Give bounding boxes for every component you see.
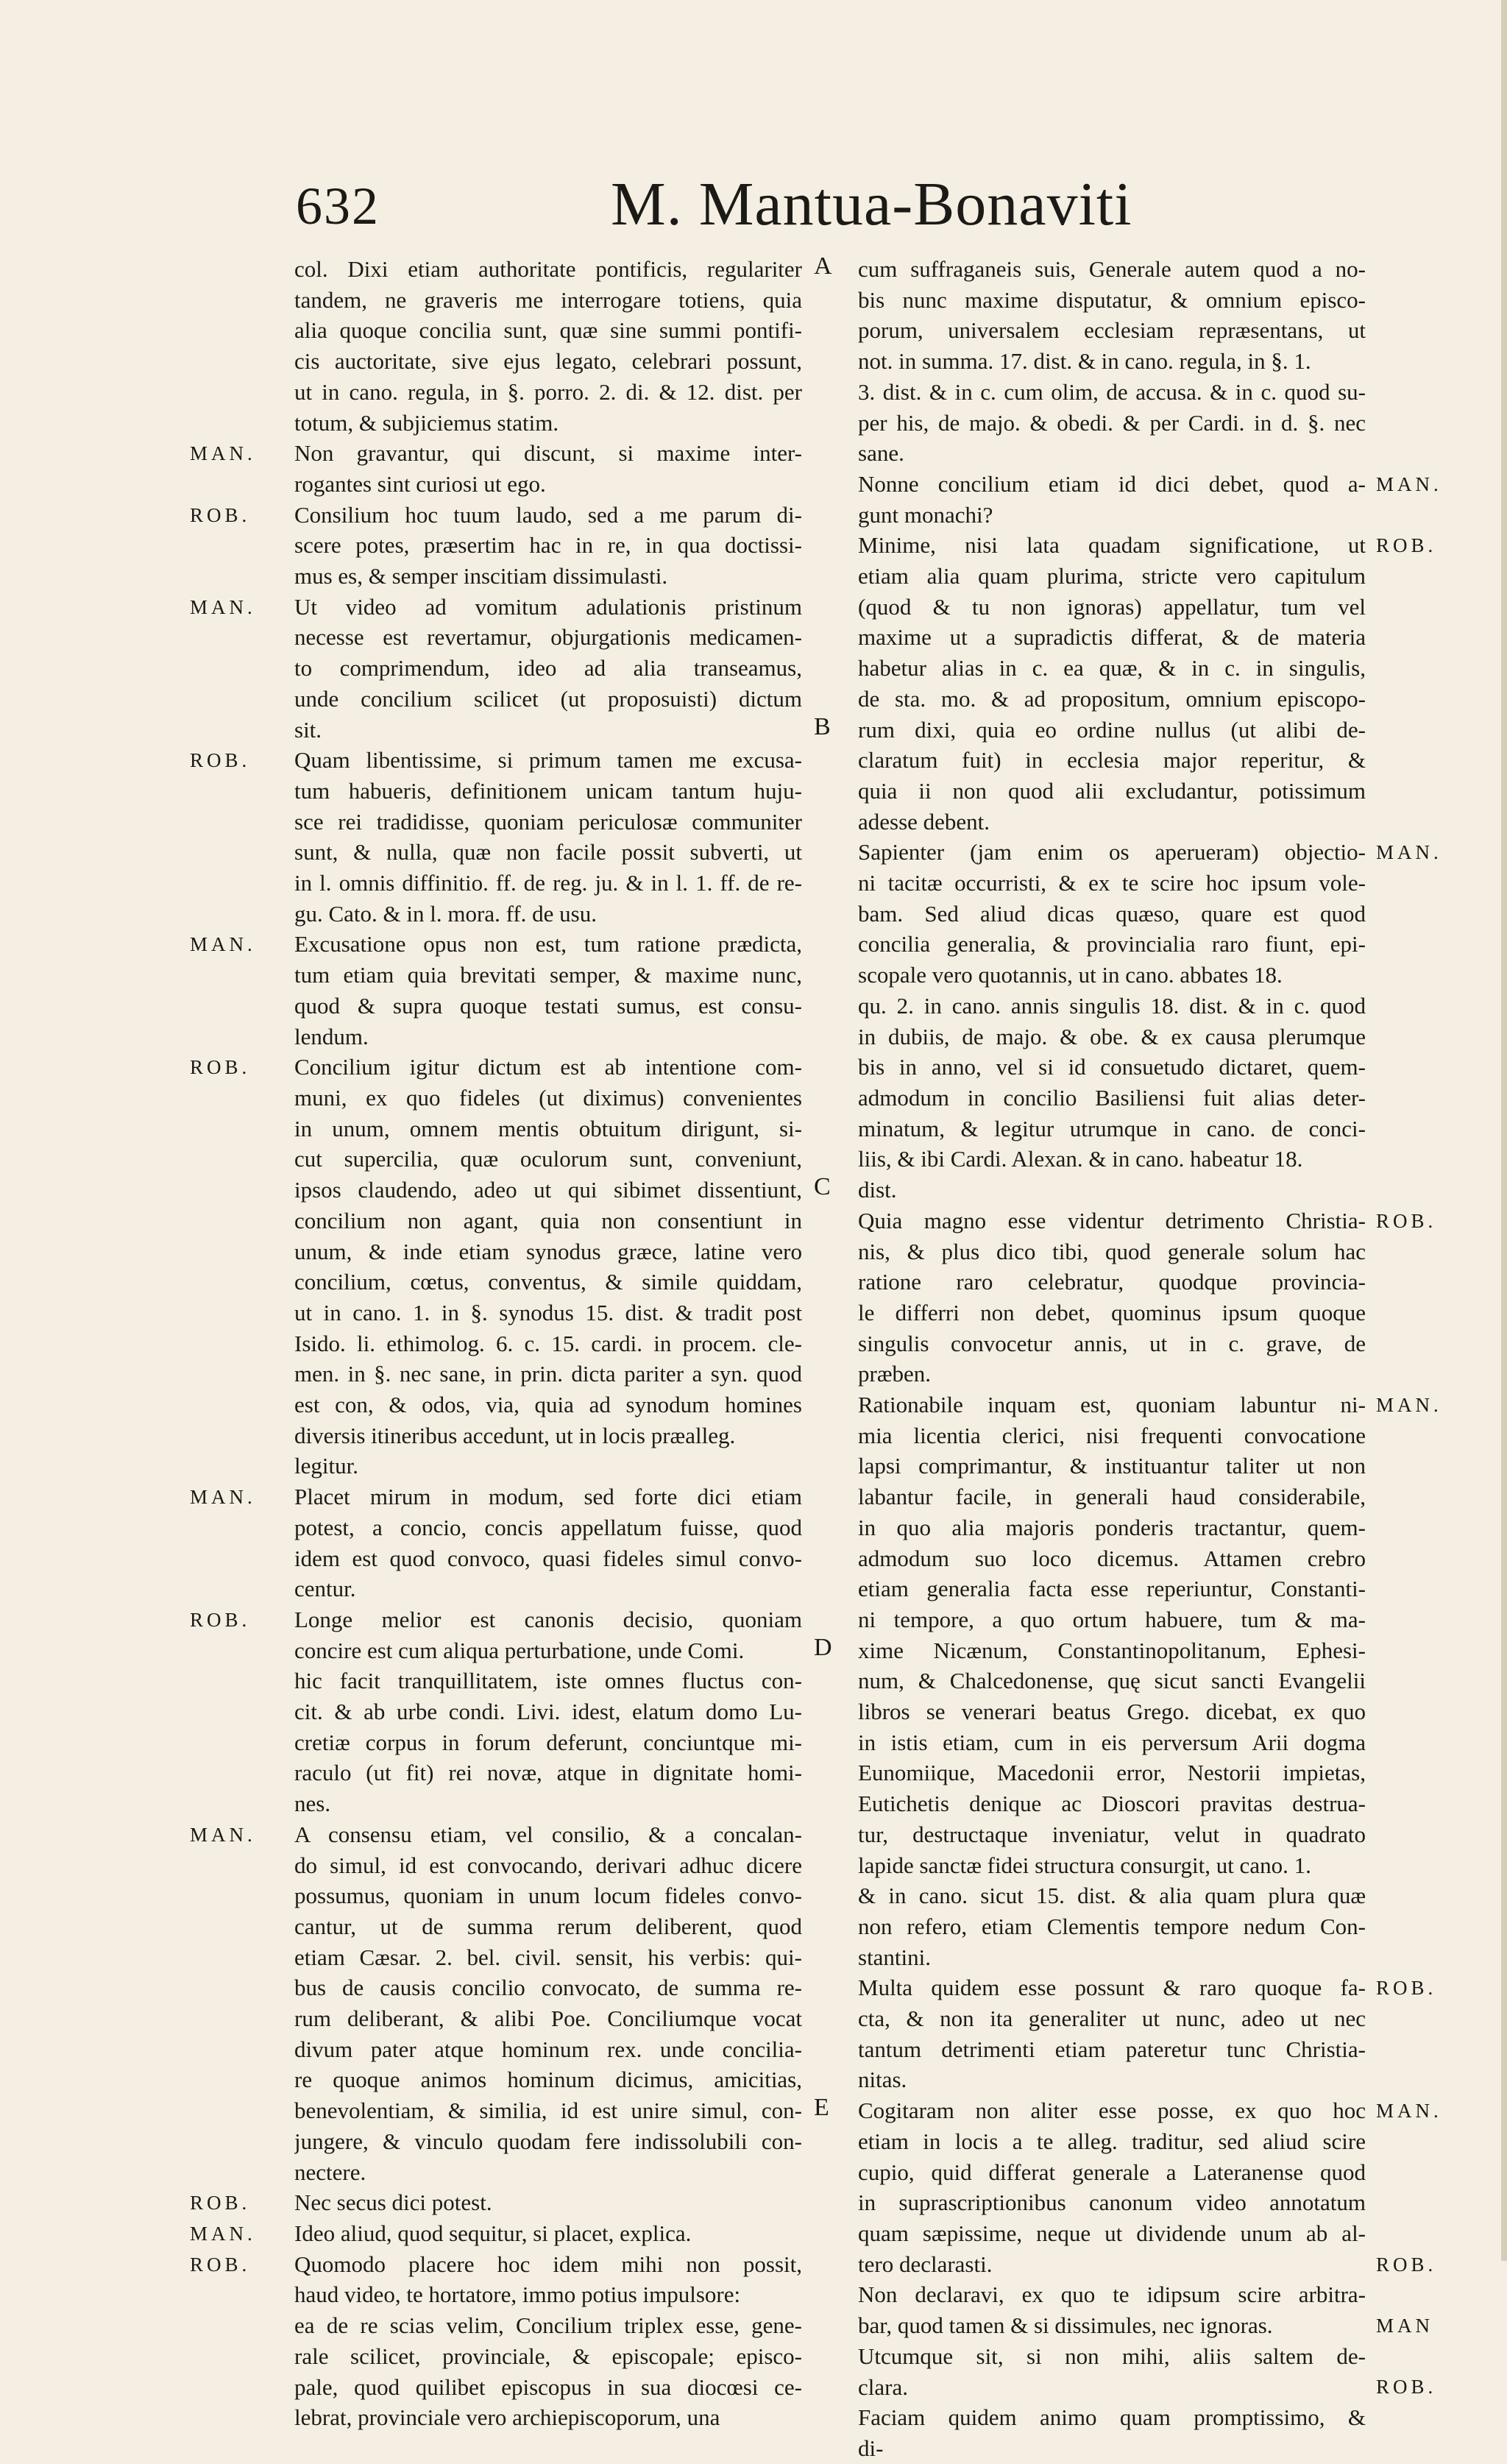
text-line: concilium non agant, quia non consentiunt in — [294, 1207, 802, 1233]
speaker-label: ROB. — [1376, 2376, 1437, 2398]
text-line: Eunomiique, Macedonii error, Nestorii impietas, — [858, 1760, 1366, 1786]
text-line: rum deliberant, & alibi Poe. Conciliumque vocat — [294, 2005, 802, 2032]
speaker-label: MAN. — [190, 1823, 256, 1846]
text-line: sane. — [858, 440, 904, 467]
text-line: lendum. — [294, 1023, 369, 1049]
text-line: in suprascriptionibus canonum video annotatum — [858, 2189, 1366, 2216]
text-line: nis, & plus dico tibi, quod generale solum hac — [858, 1238, 1366, 1264]
speaker-label: ROB. — [190, 2192, 251, 2215]
text-line: potest, a concio, concis appellatum fuisse, quod — [294, 1514, 802, 1540]
text-line: le differri non debet, quominus ipsum quoque — [858, 1299, 1366, 1325]
text-line: cut supercilia, quæ oculorum sunt, conveniunt, — [294, 1146, 802, 1172]
text-line: concire est cum aliqua perturbatione, unde Comi. — [294, 1637, 745, 1663]
text-line: admodum in concilio Basiliensi fuit alias deter- — [858, 1084, 1366, 1111]
text-line: in quo alia majoris ponderis tractantur, quem- — [858, 1514, 1366, 1540]
text-line: etiam alia quam plurima, stricte vero capitulum — [858, 563, 1366, 590]
text-line: totum, & subjiciemus statim. — [294, 409, 559, 436]
text-line: rale scilicet, provinciale, & episcopale; episco- — [294, 2343, 802, 2369]
text-line: etiam in locis a te alleg. traditur, sed aliud scire — [858, 2128, 1366, 2154]
text-line: gu. Cato. & in l. mora. ff. de usu. — [294, 900, 597, 927]
text-line: maxime ut a supradictis differat, & de materia — [858, 624, 1366, 651]
text-line: claratum fuit) in ecclesia major reperitur, & — [858, 747, 1366, 773]
text-line: cretiæ corpus in forum deferunt, conciuntque mi- — [294, 1729, 802, 1755]
text-line: Faciam quidem animo quam promptissimo, & — [858, 2404, 1366, 2431]
text-line: ut in cano. regula, in §. porro. 2. di. & 12. dist. per — [294, 378, 802, 405]
speaker-label: ROB. — [1376, 2253, 1437, 2276]
section-letter: C — [814, 1173, 831, 1200]
section-letter: B — [814, 712, 831, 740]
text-line: bam. Sed aliud dicas quæso, quare est quod — [858, 900, 1366, 927]
speaker-label: ROB. — [1376, 1977, 1437, 2000]
text-line: de sta. mo. & ad propositum, omnium episcopo- — [858, 685, 1366, 712]
text-line: sunt, & nulla, quæ non facile possit subverti, ut — [294, 839, 802, 865]
text-line: Utcumque sit, si non mihi, aliis saltem de- — [858, 2343, 1366, 2369]
text-line: ni tempore, a quo ortum habuere, tum & ma- — [858, 1606, 1366, 1632]
text-line: ea de re scias velim, Concilium triplex esse, gene- — [294, 2312, 802, 2339]
text-line: tur, destructaque inveniatur, velut in quadrato — [858, 1821, 1366, 1847]
text-line: quia ii non quod alii excludantur, potissimum — [858, 777, 1366, 804]
text-line: tum etiam quia brevitati semper, & maxime nunc, — [294, 962, 802, 988]
text-line: unum, & inde etiam synodus græce, latine vero — [294, 1238, 802, 1264]
text-line: labantur facile, in generali haud considerabile, — [858, 1484, 1366, 1510]
text-line: Nonne concilium etiam id dici debet, quod a- — [858, 470, 1366, 497]
text-line: per his, de majo. & obedi. & per Cardi. in d. §. nec — [858, 409, 1366, 436]
text-line: porum, universalem ecclesiam repræsentans, ut — [858, 317, 1366, 344]
text-line: Quia magno esse videntur detrimento Christia- — [858, 1207, 1366, 1233]
section-letter: E — [814, 2094, 829, 2121]
text-line: Longe melior est canonis decisio, quoniam — [294, 1606, 802, 1632]
text-line: in unum, omnem mentis obtuitum dirigunt, si- — [294, 1115, 802, 1141]
text-line: scopale vero quotannis, ut in cano. abbates 18. — [858, 962, 1283, 988]
text-line: tandem, ne graveris me interrogare totiens, quia — [294, 286, 802, 313]
speaker-label: ROB. — [190, 1608, 251, 1631]
text-line: rogantes sint curiosi ut ego. — [294, 470, 546, 497]
text-line: stantini. — [858, 1944, 932, 1970]
text-line: adesse debent. — [858, 808, 990, 835]
text-line: sit. — [294, 716, 322, 743]
text-line: clara. — [858, 2373, 908, 2400]
text-line: Sapienter (jam enim os aperueram) objectio- — [858, 839, 1366, 865]
text-line: mia licentia clerici, nisi frequenti convocatione — [858, 1422, 1366, 1448]
speaker-label: MAN. — [190, 2222, 256, 2245]
text-line: Non gravantur, qui discunt, si maxime inter- — [294, 440, 802, 467]
text-line: & in cano. sicut 15. dist. & alia quam plura quæ — [858, 1883, 1366, 1909]
section-letter: D — [814, 1633, 832, 1661]
text-line: not. in summa. 17. dist. & in cano. regula, in §. 1. — [858, 348, 1311, 375]
text-line: rum dixi, quia eo ordine nullus (ut alibi de- — [858, 716, 1366, 743]
speaker-label: ROB. — [190, 2253, 251, 2276]
text-line: ut in cano. 1. in §. synodus 15. dist. & tradit post — [294, 1299, 802, 1325]
text-line: muni, ex quo fideles (ut diximus) convenientes — [294, 1084, 802, 1111]
text-line: nes. — [294, 1791, 331, 1817]
text-line: admodum suo loco dicemus. Attamen crebro — [858, 1545, 1366, 1571]
text-line: to comprimendum, ideo ad alia transeamus, — [294, 655, 802, 682]
speaker-label: ROB. — [190, 503, 251, 526]
text-line: liis, & ibi Cardi. Alexan. & in cano. habeatur 18. — [858, 1146, 1303, 1172]
text-line: ratione raro celebratur, quodque provincia- — [858, 1269, 1366, 1295]
text-line: ni tacitæ occurristi, & ex te scire hoc ipsum vole- — [858, 870, 1366, 896]
text-line: Multa quidem esse possunt & raro quoque fa- — [858, 1975, 1366, 2001]
text-line: Cogitaram non aliter esse posse, ex quo hoc — [858, 2097, 1366, 2124]
text-line: bis nunc maxime disputatur, & omnium episco- — [858, 286, 1366, 313]
text-line: Minime, nisi lata quadam significatione, ut — [858, 532, 1366, 559]
text-line: mus es, & semper inscitiam dissimulasti. — [294, 563, 668, 590]
text-line: præben. — [858, 1361, 932, 1387]
text-line: quam sæpissime, neque ut dividende unum ab al- — [858, 2220, 1366, 2246]
speaker-label: MAN — [1376, 2314, 1434, 2337]
speaker-label: ROB. — [1376, 1209, 1437, 1232]
text-line: singulis convocetur annis, ut in c. grave, de — [858, 1330, 1366, 1356]
text-line: bus de causis concilio convocato, de summa re- — [294, 1975, 802, 2001]
text-line: lebrat, provinciale vero archiepiscoporum, una — [294, 2404, 720, 2431]
text-line: habetur alias in c. ea quæ, & in c. in singulis, — [858, 655, 1366, 682]
text-line: raculo (ut fit) rei novæ, atque in dignitate homi- — [294, 1760, 802, 1786]
text-line: gunt monachi? — [858, 501, 993, 528]
text-line: bar, quod tamen & si dissimules, nec ignoras. — [858, 2312, 1273, 2339]
speaker-label: MAN. — [190, 933, 256, 956]
text-line: cit. & ab urbe condi. Livi. idest, elatum domo Lu- — [294, 1699, 802, 1725]
text-line: di- — [858, 2435, 884, 2461]
text-line: do simul, id est convocando, derivari adhuc dicere — [294, 1852, 802, 1878]
text-line: non refero, etiam Clementis tempore nedum Con- — [858, 1913, 1366, 1939]
text-line: Quam libentissime, si primum tamen me excusa- — [294, 747, 802, 773]
text-line: diversis itineribus accedunt, ut in locis præalleg. — [294, 1422, 736, 1448]
text-line: cta, & non ita generaliter ut nunc, adeo ut nec — [858, 2005, 1366, 2032]
text-line: Rationabile inquam est, quoniam labuntur ni- — [858, 1392, 1366, 1418]
text-line: concilium, cœtus, conventus, & simile quiddam, — [294, 1269, 802, 1295]
text-line: num, & Chalcedonense, quę sicut sancti Evangelii — [858, 1668, 1366, 1694]
text-line: necesse est revertamur, objurgationis medicamen- — [294, 624, 802, 651]
running-title: M. Mantua-Bonaviti — [611, 170, 1132, 238]
text-line: cupio, quid differat generale a Lateranense quod — [858, 2159, 1366, 2185]
text-line: idem est quod convoco, quasi fideles simul convo- — [294, 1545, 802, 1571]
text-line: haud video, te hortatore, immo potius impulsore: — [294, 2281, 741, 2308]
text-line: qu. 2. in cano. annis singulis 18. dist. & in c. quod — [858, 992, 1366, 1019]
speaker-label: MAN. — [190, 595, 256, 618]
text-line: Concilium igitur dictum est ab intentione com- — [294, 1054, 802, 1080]
left-text-column — [294, 254, 802, 2433]
text-line: Ut video ad vomitum adulationis pristinum — [294, 593, 802, 620]
text-line: libros se venerari beatus Grego. dicebat, ex quo — [858, 1699, 1366, 1725]
text-line: bis in anno, vel si id consuetudo dictaret, quem- — [858, 1054, 1366, 1080]
text-line: Excusatione opus non est, tum ratione prædicta, — [294, 931, 802, 957]
speaker-label: MAN. — [190, 1486, 256, 1508]
text-line: divum pater atque hominum rex. unde concilia- — [294, 2036, 802, 2062]
text-line: men. in §. nec sane, in prin. dicta pariter a syn. quod — [294, 1361, 802, 1387]
text-line: est con, & odos, via, quia ad synodum homines — [294, 1392, 802, 1418]
speaker-label: ROB. — [190, 749, 251, 772]
speaker-label: MAN. — [1376, 472, 1442, 495]
section-letter: A — [814, 252, 832, 280]
speaker-label: MAN. — [1376, 2100, 1442, 2122]
text-line: etiam generalia facta esse reperiuntur, Constanti- — [858, 1576, 1366, 1602]
text-line: lapide sanctæ fidei structura consurgit, ut cano. 1. — [858, 1852, 1311, 1878]
text-line: Nec secus dici potest. — [294, 2189, 492, 2216]
page-number: 632 — [296, 177, 380, 236]
text-line: etiam Cæsar. 2. bel. civil. sensit, his verbis: qui- — [294, 1944, 802, 1970]
text-line: minatum, & legitur utrumque in cano. de conci- — [858, 1115, 1366, 1141]
text-line: dist. — [858, 1177, 897, 1203]
text-line: centur. — [294, 1576, 356, 1602]
text-line: jungere, & vinculo quodam fere indissolubili con- — [294, 2128, 802, 2154]
text-line: Consilium hoc tuum laudo, sed a me parum di- — [294, 501, 802, 528]
text-line: concilia generalia, & provincialia raro fiunt, epi- — [858, 931, 1366, 957]
speaker-label: ROB. — [190, 1056, 251, 1079]
text-line: sce rei tradidisse, quoniam periculosæ communiter — [294, 808, 802, 835]
text-line: in l. omnis diffinitio. ff. de reg. ju. & in l. 1. ff. de re- — [294, 870, 802, 896]
speaker-label: MAN. — [190, 442, 256, 465]
text-line: lapsi comprimantur, & instituantur taliter ut non — [858, 1453, 1366, 1479]
text-line: ipsos claudendo, adeo ut qui sibimet dissentiunt, — [294, 1177, 802, 1203]
text-line: cantur, ut de summa rerum deliberent, quod — [294, 1913, 802, 1939]
text-line: col. Dixi etiam authoritate pontificis, regulariter — [294, 256, 802, 282]
text-line: tum habueris, definitionem unicam tantum huju- — [294, 777, 802, 804]
text-line: alia quoque concilia sunt, quæ sine summi pontifi- — [294, 317, 802, 344]
text-line: unde concilium scilicet (ut proposuisti) dictum — [294, 685, 802, 712]
text-line: Placet mirum in modum, sed forte dici etiam — [294, 1484, 802, 1510]
text-line: tantum detrimenti etiam pateretur tunc Christia- — [858, 2036, 1366, 2062]
text-line: cis auctoritate, sive ejus legato, celebrari possunt, — [294, 348, 802, 375]
right-text-column — [858, 254, 1366, 2464]
text-line: quod & supra quoque testati sumus, est consu- — [294, 992, 802, 1019]
text-line: pale, quod quilibet episcopus in sua diocœsi ce- — [294, 2373, 802, 2400]
text-line: cum suffraganeis suis, Generale autem quod a no- — [858, 256, 1366, 282]
text-line: Isido. li. ethimolog. 6. c. 15. cardi. in procem. cle- — [294, 1330, 802, 1356]
text-line: Non declaravi, ex quo te idipsum scire arbitra- — [858, 2281, 1366, 2308]
text-line: nitas. — [858, 2067, 907, 2093]
text-line: possumus, quoniam in unum locum fideles convo- — [294, 1883, 802, 1909]
text-line: (quod & tu non ignoras) appellatur, tum vel — [858, 593, 1366, 620]
speaker-label: ROB. — [1376, 534, 1437, 557]
page-edge — [1501, 0, 1507, 2261]
text-line: Eutichetis denique ac Dioscori pravitas destrua- — [858, 1791, 1366, 1817]
text-line: scere potes, præsertim hac in re, in qua doctissi- — [294, 532, 802, 559]
text-line: 3. dist. & in c. cum olim, de accusa. & in c. quod su- — [858, 378, 1366, 405]
speaker-label: MAN. — [1376, 841, 1442, 864]
text-line: Ideo aliud, quod sequitur, si placet, explica. — [294, 2220, 692, 2246]
text-line: re quoque animos hominum dicimus, amicitias, — [294, 2067, 802, 2093]
text-line: hic facit tranquillitatem, iste omnes fluctus con- — [294, 1668, 802, 1694]
text-line: in istis etiam, cum in eis perversum Arii dogma — [858, 1729, 1366, 1755]
text-line: xime Nicænum, Constantinopolitanum, Ephesi- — [858, 1637, 1366, 1663]
text-line: benevolentiam, & similia, id est unire simul, con- — [294, 2097, 802, 2124]
text-line: in dubiis, de majo. & obe. & ex causa plerumque — [858, 1023, 1366, 1049]
speaker-label: MAN. — [1376, 1393, 1442, 1416]
text-line: legitur. — [294, 1453, 358, 1479]
text-line: nectere. — [294, 2159, 366, 2185]
text-line: A consensu etiam, vel consilio, & a concalan- — [294, 1821, 802, 1847]
text-line: tero declarasti. — [858, 2251, 993, 2277]
text-line: Quomodo placere hoc idem mihi non possit, — [294, 2251, 802, 2277]
